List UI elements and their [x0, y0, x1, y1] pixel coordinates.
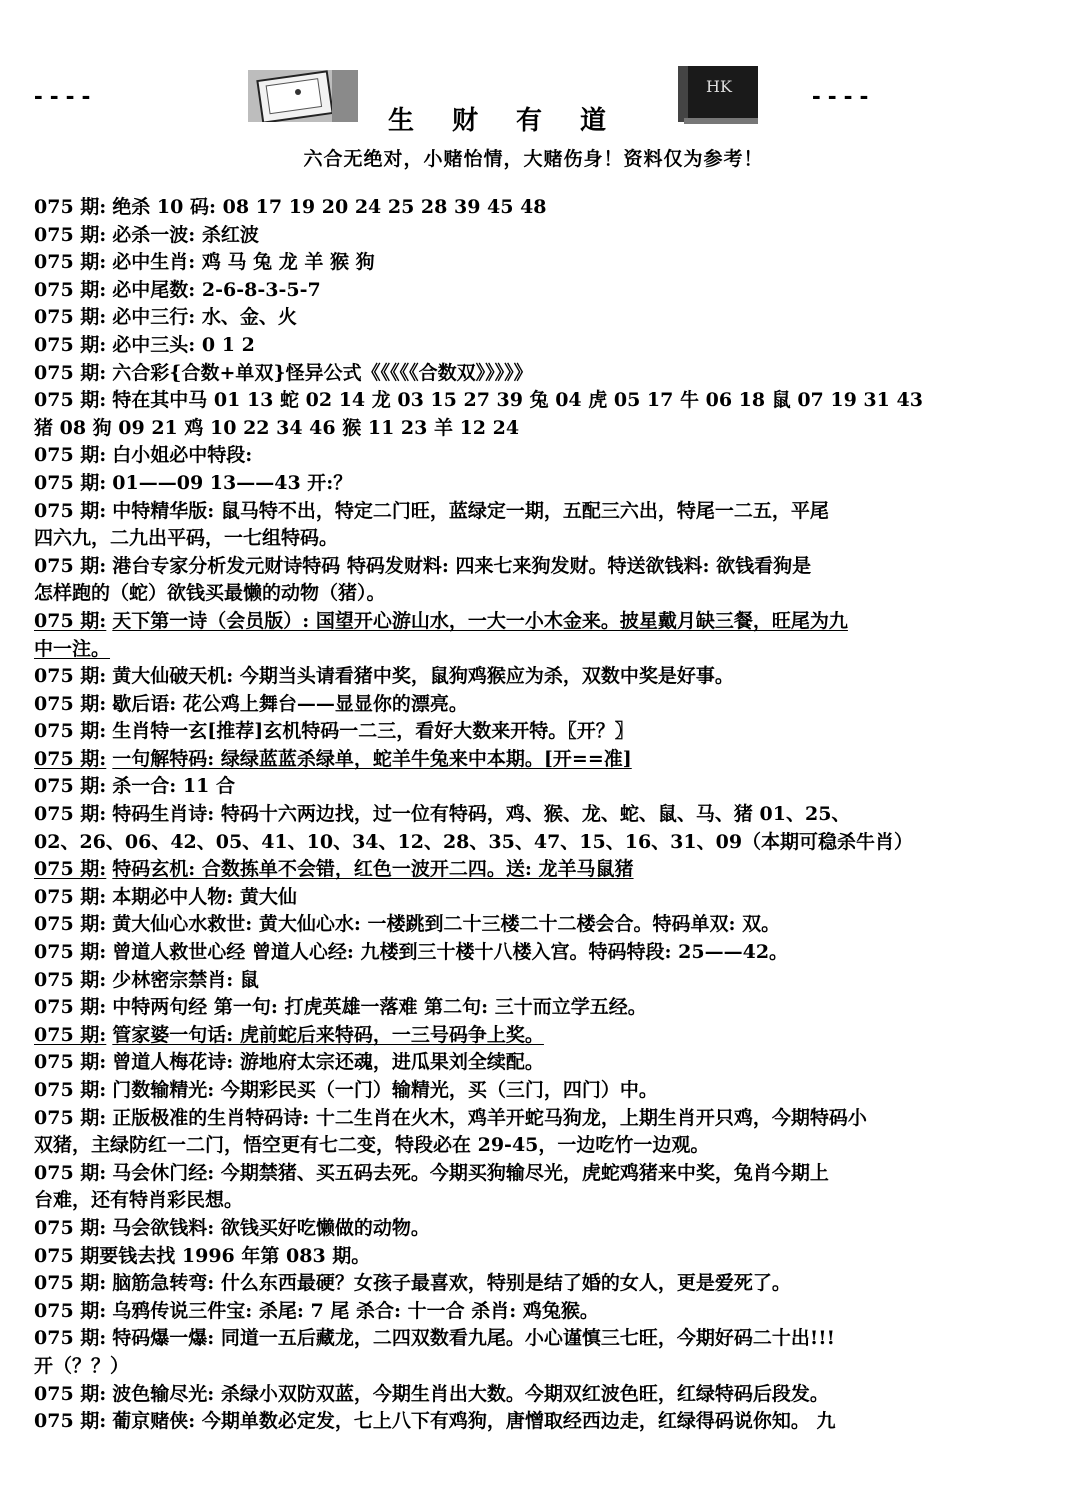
line-text: 开（？？） [34, 1354, 130, 1377]
line-text: 门数输精光: 今期彩民买（一门）输精光，买（三门，四门）中。 [112, 1079, 658, 1101]
line-text: 白小姐必中特段: [112, 444, 253, 467]
issue-number: 075 期: [34, 554, 107, 577]
line-text: 曾道人救世心经 曾道人心经: 九楼到三十楼十八楼入宫。特码特段: 25——42。 [112, 941, 789, 964]
line-text: 波色输尽光: 杀绿小双防双蓝，今期生肖出大数。今期双红波色旺，红绿特码后段发。 [112, 1382, 829, 1405]
line-text: 歇后语: 花公鸡上舞台——显显你的漂亮。 [112, 692, 468, 715]
prediction-line [34, 1270, 1044, 1298]
prediction-line [34, 277, 1044, 305]
line-text: 曾道人梅花诗: 游地府太宗还魂，进瓜果刘全续配。 [112, 1051, 544, 1074]
prediction-line [34, 967, 1044, 995]
issue-number: 075 期: [34, 1299, 107, 1322]
line-text: 01——09 13——43 开:？ [112, 471, 353, 494]
prediction-line [34, 1215, 1044, 1243]
book-icon [674, 64, 762, 126]
line-text: 杀一合: 11 合 [112, 775, 235, 798]
issue-number: 075 期: [34, 885, 107, 908]
issue-number: 075 期: [34, 803, 107, 826]
prediction-line [34, 1105, 1044, 1133]
right-dashes: - - - - [812, 80, 869, 110]
line-text: 必中三头: 0 1 2 [112, 333, 255, 356]
line-text: 猪 08 狗 09 21 鸡 10 22 34 46 猴 11 23 羊 12 24 [34, 416, 520, 439]
issue-number: 075 期: [34, 1382, 107, 1405]
issue-number: 075 期: [34, 223, 107, 246]
prediction-line [34, 249, 1044, 277]
line-text: 马会欲钱料: 欲钱买好吃懒做的动物。 [112, 1216, 430, 1239]
page-title: 生财有道 [388, 106, 645, 136]
prediction-line [34, 304, 1044, 332]
issue-number: 075 期: [34, 196, 107, 218]
prediction-line [34, 939, 1044, 967]
prediction-line [34, 1077, 1044, 1105]
prediction-list [34, 194, 1044, 1436]
prediction-line [34, 498, 1044, 526]
line-text: 脑筋急转弯: 什么东西最硬？女孩子最喜欢，特别是结了婚的女人，更是爱死了。 [112, 1272, 791, 1295]
left-dashes: - - - - [34, 80, 91, 110]
prediction-line [34, 884, 1044, 912]
issue-number: 075 期: [34, 1327, 107, 1350]
issue-number: 075 期: [34, 1161, 107, 1184]
tablet-device-icon [248, 70, 358, 122]
line-text: 马会休门经: 今期禁猪、买五码去死。今期买狗输尽光，虎蛇鸡猪来中奖，兔肖今期上 [112, 1161, 829, 1184]
line-text: 黄大仙破天机: 今期当头请看猪中奖，鼠狗鸡猴应为杀，双数中奖是好事。 [112, 665, 734, 688]
prediction-line [34, 1022, 1044, 1050]
prediction-line [34, 856, 1044, 884]
line-text: 黄大仙心水救世: 黄大仙心水: 一楼跳到二十三楼二十二楼会合。特码单双: 双。 [112, 913, 781, 936]
book-logo-text: HK [706, 77, 732, 96]
line-text: 02、26、06、42、05、41、10、34、12、28、35、47、15、16、31、09（本期可稳杀牛肖） [34, 830, 914, 853]
issue-number: 075 期: [34, 968, 107, 991]
line-text: 必杀一波: 杀红波 [112, 223, 259, 246]
issue-number: 075 期: [34, 1216, 107, 1239]
prediction-line [34, 911, 1044, 939]
issue-number: 075 期: [34, 1272, 107, 1295]
prediction-line [34, 470, 1044, 498]
line-text: 港台专家分析发元财诗特码 特码发财料: 四来七来狗发财。特送欲钱料: 欲钱看狗是 [112, 554, 812, 577]
prediction-line [34, 387, 1044, 415]
line-text: 特码生肖诗: 特码十六两边找，过一位有特码，鸡、猴、龙、蛇、鼠、马、猪 01、25、 [112, 803, 851, 826]
prediction-line [34, 1325, 1044, 1353]
prediction-line [34, 1187, 1044, 1215]
issue-number: 075 期: [34, 333, 107, 356]
line-text: 特码爆一爆: 同道一五后藏龙，二四双数看九尾。小心谨慎三七旺，今期好码二十出!!! [112, 1327, 835, 1350]
prediction-line [34, 194, 1044, 222]
prediction-line [34, 994, 1044, 1022]
issue-number: 075 期: [34, 444, 107, 467]
line-text: 生肖特一玄[推荐]玄机特码一二三，看好大数来开特。〖开？〗 [112, 720, 634, 743]
line-text: 管家婆一句话: 虎前蛇后来特码，一三号码争上奖。 [112, 1023, 544, 1046]
prediction-line [34, 580, 1044, 608]
prediction-line [34, 1298, 1044, 1326]
prediction-line [34, 746, 1044, 774]
prediction-line [34, 442, 1044, 470]
issue-number: 075 期: [34, 913, 107, 936]
prediction-line [34, 415, 1044, 443]
prediction-line [34, 608, 1044, 636]
line-text: 绝杀 10 码: 08 17 19 20 24 25 28 39 45 48 [112, 196, 547, 218]
prediction-line [34, 525, 1044, 553]
issue-number: 075 期: [34, 775, 107, 798]
disclaimer-subtitle: 六合无绝对，小赌怡情，大赌伤身！资料仅为参考！ [303, 148, 764, 170]
prediction-line [34, 1353, 1044, 1381]
prediction-line [34, 1132, 1044, 1160]
prediction-line [34, 1160, 1044, 1188]
line-text: 四六九，二九出平码，一七组特码。 [34, 527, 339, 550]
line-text: 特码玄机: 合数拣单不会错，红色一波开二四。送: 龙羊马鼠猪 [112, 858, 634, 881]
prediction-line [34, 1049, 1044, 1077]
issue-number: 075 期: [34, 720, 107, 743]
line-text: 中一注。 [34, 637, 111, 660]
issue-number: 075 期: [34, 251, 107, 274]
line-text: 一句解特码: 绿绿蓝蓝杀绿单，蛇羊牛兔来中本期。[开==准] [112, 747, 632, 770]
prediction-line [34, 773, 1044, 801]
issue-number: 075 期: [34, 1106, 107, 1129]
prediction-line [34, 360, 1044, 388]
issue-number: 075 期: [34, 1023, 107, 1046]
prediction-line [34, 636, 1044, 664]
line-text: 正版极准的生肖特码诗: 十二生肖在火木，鸡羊开蛇马狗龙，上期生肖开只鸡，今期特码小 [112, 1106, 867, 1129]
line-text: 怎样跑的（蛇）欲钱买最懒的动物（猪）。 [34, 582, 386, 605]
prediction-line [34, 553, 1044, 581]
line-text: 天下第一诗（会员版）: 国望开心游山水，一大一小木金来。披星戴月缺三餐，旺尾为九 [112, 609, 848, 632]
line-text: 必中生肖: 鸡 马 兔 龙 羊 猴 狗 [112, 251, 375, 274]
issue-number: 075 期: [34, 996, 107, 1019]
issue-number: 075 期: [34, 692, 107, 715]
page-header [0, 30, 1067, 136]
prediction-line [34, 691, 1044, 719]
line-text: 特在其中马 01 13 蛇 02 14 龙 03 15 27 39 兔 04 虎 05 17 牛 06 18 鼠 07 19 31 43 [112, 389, 923, 412]
line-text: 必中尾数: 2-6-8-3-5-7 [112, 278, 321, 301]
issue-number: 075 期: [34, 858, 107, 881]
prediction-line [34, 1381, 1044, 1409]
issue-number: 075 期: [34, 941, 107, 964]
issue-number: 075 期: [34, 665, 107, 688]
issue-number: 075 期: [34, 499, 107, 522]
line-text: 中特精华版: 鼠马特不出，特定二门旺，蓝绿定一期，五配三六出，特尾一二五，平尾 [112, 499, 829, 522]
issue-number: 075 期: [34, 747, 107, 770]
issue-number: 075 期: [34, 306, 107, 329]
line-text: 必中三行: 水、金、火 [112, 306, 297, 329]
prediction-line [34, 801, 1044, 829]
issue-number: 075 期: [34, 389, 107, 412]
line-text: 本期必中人物: 黄大仙 [112, 885, 297, 908]
line-text: 075 期要钱去找 1996 年第 083 期。 [34, 1244, 371, 1267]
line-text: 葡京赌侠: 今期单数必定发，七上八下有鸡狗，唐憎取经西边走，红绿得码说你知。 九 [112, 1410, 836, 1433]
issue-number: 075 期: [34, 361, 107, 384]
line-text: 六合彩{合数+单双}怪异公式《《《《《合数双》》》》》 [112, 361, 533, 384]
prediction-line [34, 1408, 1044, 1436]
line-text: 双猪，主绿防红一二门，悟空更有七二变，特段必在 29-45，一边吃竹一边观。 [34, 1134, 710, 1157]
prediction-line [34, 1243, 1044, 1271]
issue-number: 075 期: [34, 1051, 107, 1074]
issue-number: 075 期: [34, 609, 107, 632]
issue-number: 075 期: [34, 471, 107, 494]
line-text: 少林密宗禁肖: 鼠 [112, 968, 259, 991]
issue-number: 075 期: [34, 1079, 107, 1101]
issue-number: 075 期: [34, 278, 107, 301]
line-text: 台难，还有特肖彩民想。 [34, 1189, 244, 1212]
line-text: 乌鸦传说三件宝: 杀尾: 7 尾 杀合: 十一合 杀肖: 鸡兔猴。 [112, 1299, 599, 1322]
prediction-line [34, 332, 1044, 360]
prediction-line [34, 663, 1044, 691]
prediction-line [34, 829, 1044, 857]
line-text: 中特两句经 第一句: 打虎英雄一落难 第二句: 三十而立学五经。 [112, 996, 647, 1019]
issue-number: 075 期: [34, 1410, 107, 1433]
prediction-line [34, 718, 1044, 746]
prediction-line [34, 222, 1044, 250]
